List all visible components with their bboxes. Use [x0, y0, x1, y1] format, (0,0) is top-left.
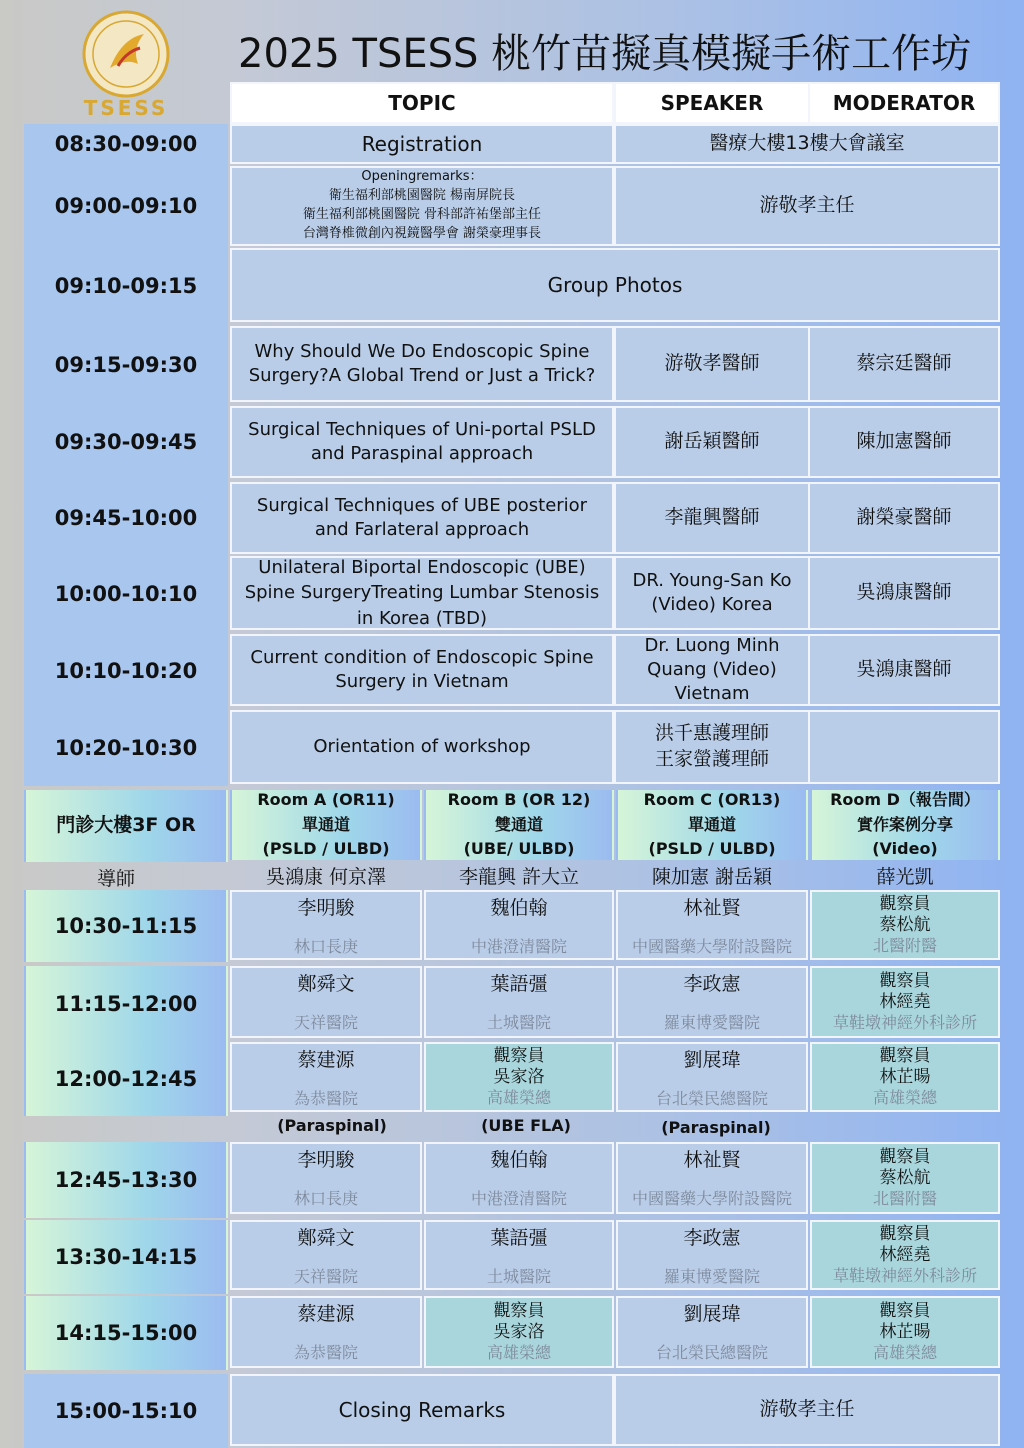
doctor-name: 劉展瑋	[683, 1049, 741, 1071]
hospital-name: 北醫附醫	[872, 1189, 937, 1209]
opening-line: 衛生福利部桃園醫院 骨科部許祐堡部主任	[302, 207, 542, 222]
time-cell: 09:00-09:10	[24, 166, 228, 246]
hospital-name: 中港澄清醫院	[470, 936, 567, 956]
room-method: (PSLD / ULBD)	[648, 839, 776, 859]
speaker-cell: 李龍興醫師	[614, 482, 810, 554]
slot-cell	[230, 1296, 422, 1368]
observer-name: 林芷暘	[879, 1322, 931, 1342]
topic-cell: Surgical Techniques of Uni-portal PSLD and Paraspinal approach	[230, 406, 614, 478]
observer-role: 觀察員	[879, 1300, 931, 1321]
slot-cell	[230, 966, 422, 1038]
room-name: Room B (OR 12)	[447, 789, 591, 809]
observer-role: 觀察員	[493, 1045, 545, 1066]
doctor-name: 魏伯翰	[490, 897, 548, 919]
hospital-name: 土城醫院	[486, 1012, 551, 1032]
approach-room-b: (UBE FLA)	[481, 1116, 571, 1135]
doctor-name: 李政憲	[683, 1227, 741, 1249]
room-d-header	[810, 790, 1000, 860]
observer-cell	[810, 966, 1000, 1038]
mentor-room-a: 吳鴻康 何京澤	[265, 866, 387, 888]
doctor-name: 葉語彊	[490, 973, 548, 995]
slot-cell	[616, 1142, 808, 1214]
hospital-name: 北醫附醫	[872, 936, 937, 956]
topic-cell: Current condition of Endoscopic Spine Surgery in Vietnam	[230, 634, 614, 706]
speaker-cell: 謝岳穎醫師	[614, 406, 810, 478]
hospital-name: 羅東博愛醫院	[663, 1266, 760, 1286]
moderator-cell: 陳加憲醫師	[808, 406, 1000, 478]
speaker-cell	[614, 710, 810, 784]
header-speaker: SPEAKER	[614, 82, 810, 124]
hospital-name: 為恭醫院	[293, 1342, 358, 1362]
hospital-name: 草鞋墩神經外科診所	[832, 1013, 977, 1033]
header-topic: TOPIC	[230, 82, 614, 124]
observer-cell	[810, 1296, 1000, 1368]
topic-cell: Registration	[230, 124, 614, 164]
moderator-cell: 吳鴻康醫師	[808, 634, 1000, 706]
mentor-room-d: 薛光凱	[876, 866, 934, 888]
time-cell: 12:45-13:30	[24, 1142, 228, 1218]
slot-cell	[230, 1220, 422, 1290]
hospital-name: 高雄榮總	[486, 1088, 551, 1108]
hospital-name: 中港澄清醫院	[470, 1188, 567, 1208]
hospital-name: 台北榮民總醫院	[655, 1088, 768, 1108]
slot-cell	[424, 1142, 614, 1214]
slot-cell	[616, 966, 808, 1038]
slot-cell	[424, 1220, 614, 1290]
observer-cell	[810, 1042, 1000, 1112]
doctor-name: 李明駿	[297, 1149, 355, 1171]
mentor-room-c: 陳加憲 謝岳穎	[651, 866, 773, 888]
observer-role: 觀察員	[879, 970, 931, 991]
room-name: Room A (OR11)	[257, 789, 395, 809]
slot-cell	[616, 1296, 808, 1368]
room-type: 單通道	[687, 814, 736, 834]
time-cell: 10:10-10:20	[24, 634, 228, 708]
slot-cell	[616, 1042, 808, 1112]
time-cell: 11:15-12:00	[24, 966, 228, 1042]
chair-cell: 游敬孝主任	[614, 166, 1000, 246]
room-a-header	[230, 790, 422, 860]
observer-name: 林芷暘	[879, 1067, 931, 1087]
location-cell: 醫療大樓13樓大會議室	[614, 124, 1000, 164]
time-cell: 13:30-14:15	[24, 1220, 228, 1294]
time-cell: 10:30-11:15	[24, 890, 228, 962]
topic-cell: Why Should We Do Endoscopic Spine Surgery?A Global Trend or Just a Trick?	[230, 326, 614, 402]
speaker-line: 王家螢護理師	[654, 748, 769, 770]
hospital-name: 草鞋墩神經外科診所	[832, 1266, 977, 1286]
time-cell: 09:45-10:00	[24, 482, 228, 554]
doctor-name: 葉語彊	[490, 1227, 548, 1249]
observer-cell	[810, 1142, 1000, 1214]
hospital-name: 高雄榮總	[872, 1088, 937, 1108]
room-b-header	[424, 790, 614, 860]
slot-cell	[230, 1042, 422, 1112]
doctor-name: 鄭舜文	[297, 973, 355, 995]
slot-cell	[230, 890, 422, 960]
workshop-location: 門診大樓3F OR	[24, 790, 228, 862]
observer-cell	[424, 1042, 614, 1112]
hospital-name: 林口長庚	[293, 936, 358, 956]
doctor-name: 林祉賢	[683, 897, 741, 919]
topic-cell: Unilateral Biportal Endoscopic (UBE) Spine SurgeryTreating Lumbar Stenosis in Korea (TBD)	[230, 556, 614, 630]
hospital-name: 中國醫藥大學附設醫院	[631, 1188, 792, 1208]
slot-cell	[424, 890, 614, 960]
header-moderator: MODERATOR	[808, 82, 1000, 124]
slot-cell	[424, 966, 614, 1038]
speaker-line: 洪千惠護理師	[654, 722, 769, 745]
opening-remarks-cell	[230, 166, 614, 246]
time-cell: 08:30-09:00	[24, 124, 228, 164]
logo-text: TSESS	[83, 96, 169, 120]
slot-cell	[616, 890, 808, 960]
approach-room-c: (Paraspinal)	[661, 1118, 771, 1137]
chair-cell: 游敬孝主任	[614, 1374, 1000, 1446]
hospital-name: 高雄榮總	[486, 1343, 551, 1363]
hospital-name: 土城醫院	[486, 1266, 551, 1286]
opening-line: Openingremarks：	[361, 169, 483, 185]
moderator-cell: 謝榮豪醫師	[808, 482, 1000, 554]
hospital-name: 為恭醫院	[293, 1088, 358, 1108]
time-cell: 09:15-09:30	[24, 326, 228, 404]
moderator-cell: 吳鴻康醫師	[808, 556, 1000, 630]
time-cell: 10:00-10:10	[24, 556, 228, 632]
observer-name: 蔡松航	[879, 1168, 931, 1188]
hospital-name: 中國醫藥大學附設醫院	[631, 936, 792, 956]
room-method: (Video)	[872, 839, 938, 859]
mentor-room-b: 李龍興 許大立	[458, 866, 580, 888]
topic-cell: Group Photos	[230, 248, 1000, 322]
observer-role: 觀察員	[879, 1146, 931, 1167]
observer-name: 林經堯	[879, 1245, 931, 1265]
time-cell: 09:30-09:45	[24, 406, 228, 478]
time-cell: 15:00-15:10	[24, 1374, 228, 1448]
topic-cell: Closing Remarks	[230, 1374, 614, 1446]
speaker-cell: 游敬孝醫師	[614, 326, 810, 402]
hospital-name: 林口長庚	[293, 1188, 358, 1208]
observer-name: 吳家洛	[493, 1067, 545, 1087]
hospital-name: 天祥醫院	[293, 1012, 358, 1032]
observer-role: 觀察員	[879, 1223, 931, 1244]
moderator-cell	[808, 710, 1000, 784]
opening-line: 衛生福利部桃園醫院 楊南屏院長	[328, 188, 516, 204]
mentor-label: 導師	[96, 868, 135, 890]
observer-cell	[810, 890, 1000, 960]
room-method: (PSLD / ULBD)	[262, 839, 390, 859]
slot-cell	[230, 1142, 422, 1214]
time-cell: 12:00-12:45	[24, 1042, 228, 1116]
observer-name: 吳家洛	[493, 1322, 545, 1342]
hospital-name: 天祥醫院	[293, 1266, 358, 1286]
hospital-name: 台北榮民總醫院	[655, 1342, 768, 1362]
room-method: (UBE/ ULBD)	[463, 839, 575, 859]
room-type: 單通道	[301, 814, 350, 834]
room-name: Room C (OR13)	[643, 789, 781, 809]
room-type: 實作案例分享	[856, 814, 953, 834]
room-c-header	[616, 790, 808, 860]
doctor-name: 蔡建源	[297, 1303, 355, 1325]
observer-name: 蔡松航	[879, 915, 931, 935]
hospital-name: 羅東博愛醫院	[663, 1012, 760, 1032]
doctor-name: 蔡建源	[297, 1049, 355, 1071]
approach-room-a: (Paraspinal)	[277, 1116, 387, 1135]
doctor-name: 林祉賢	[683, 1149, 741, 1171]
doctor-name: 李明駿	[297, 897, 355, 919]
time-cell: 10:20-10:30	[24, 710, 228, 786]
doctor-name: 鄭舜文	[297, 1227, 355, 1249]
time-cell: 09:10-09:15	[24, 248, 228, 324]
observer-cell	[810, 1220, 1000, 1290]
speaker-cell: DR. Young-San Ko (Video) Korea	[614, 556, 810, 630]
observer-role: 觀察員	[879, 893, 931, 914]
topic-cell: Surgical Techniques of UBE posterior and Farlateral approach	[230, 482, 614, 554]
observer-role: 觀察員	[493, 1300, 545, 1321]
topic-cell: Orientation of workshop	[230, 710, 614, 784]
time-cell: 14:15-15:00	[24, 1296, 228, 1370]
doctor-name: 劉展瑋	[683, 1303, 741, 1325]
page-title: 2025 TSESS 桃竹苗擬真模擬手術工作坊	[238, 31, 972, 77]
doctor-name: 李政憲	[683, 973, 741, 995]
observer-name: 林經堯	[879, 992, 931, 1012]
doctor-name: 魏伯翰	[490, 1149, 548, 1171]
observer-cell	[424, 1296, 614, 1368]
opening-line: 台灣脊椎微創內視鏡醫學會 謝榮豪理事長	[302, 225, 542, 241]
slot-cell	[616, 1220, 808, 1290]
hospital-name: 高雄榮總	[872, 1343, 937, 1363]
speaker-cell: Dr. Luong Minh Quang (Video) Vietnam	[614, 634, 810, 706]
room-name: Room D（報告間）	[830, 789, 980, 809]
room-type: 雙通道	[494, 814, 543, 834]
observer-role: 觀察員	[879, 1045, 931, 1066]
moderator-cell: 蔡宗廷醫師	[808, 326, 1000, 402]
